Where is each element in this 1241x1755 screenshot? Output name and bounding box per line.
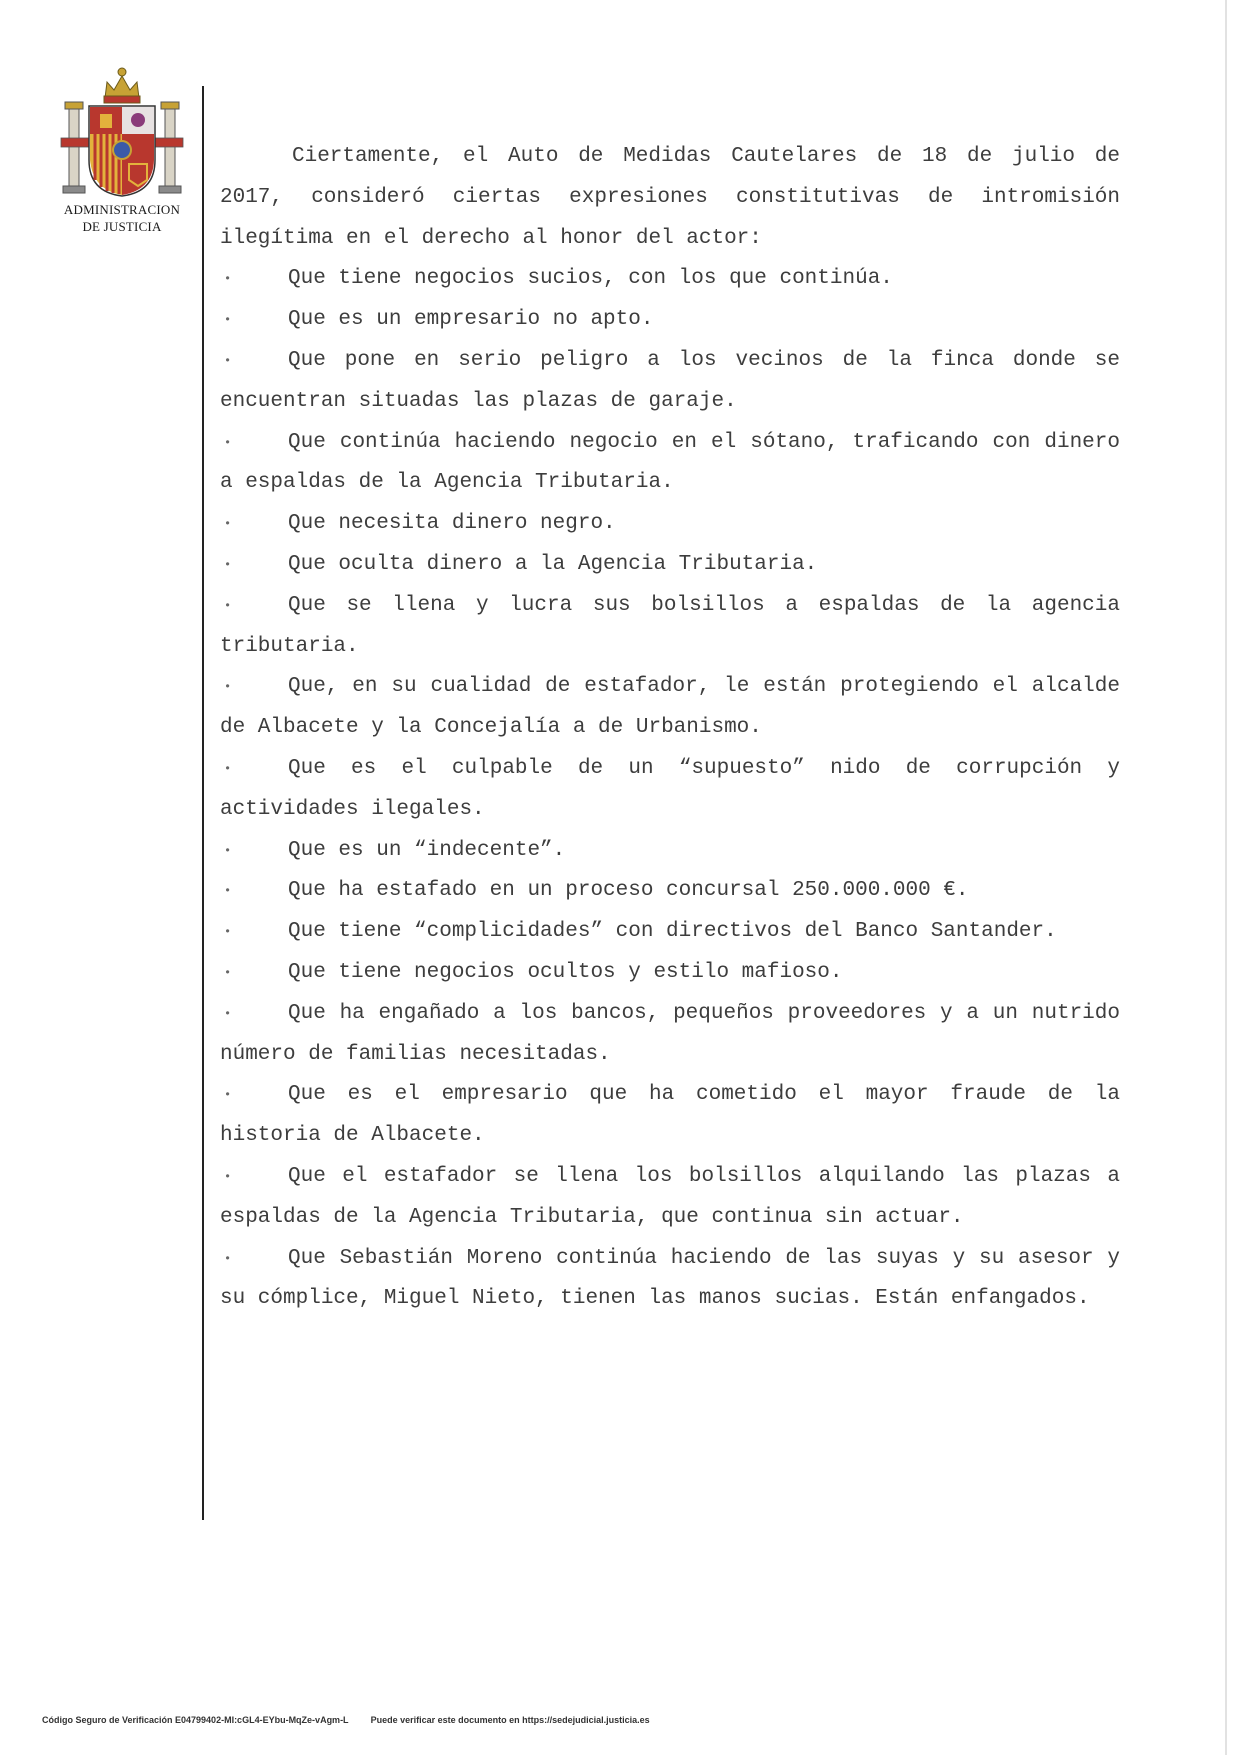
bullet-icon: • bbox=[224, 1088, 232, 1103]
list-item bbox=[220, 1157, 1120, 1239]
list-item-text: Que oculta dinero a la Agencia Tributaria. bbox=[288, 552, 818, 576]
list-item bbox=[220, 667, 1120, 749]
bullet-icon: • bbox=[224, 517, 232, 532]
list-item bbox=[220, 749, 1120, 831]
intro-paragraph: Ciertamente, el Auto de Medidas Cautelares de 18 de julio de 2017, consideró ciertas expresiones constitutivas de intromisión ilegítima en el derecho al honor del actor: bbox=[220, 145, 1120, 250]
list-item bbox=[220, 831, 1120, 872]
bullet-icon: • bbox=[224, 313, 232, 328]
list-item-text: Que ha engañado a los bancos, pequeños proveedores y a un nutrido número de familias necesitadas. bbox=[220, 1001, 1120, 1066]
bullet-icon: • bbox=[224, 884, 232, 899]
bullet-icon: • bbox=[224, 272, 232, 287]
list-item-text: Que pone en serio peligro a los vecinos de la finca donde se encuentran situadas las plazas de garaje. bbox=[220, 348, 1120, 413]
list-item-text: Que ha estafado en un proceso concursal 250.000.000 €. bbox=[288, 879, 969, 903]
expressions-list bbox=[220, 259, 1120, 1320]
bullet-icon: • bbox=[224, 843, 232, 858]
margin-rule bbox=[202, 86, 204, 1520]
bullet-icon: • bbox=[224, 680, 232, 695]
list-item bbox=[220, 300, 1120, 341]
bullet-icon: • bbox=[224, 598, 232, 613]
list-item bbox=[220, 994, 1120, 1076]
list-item bbox=[220, 504, 1120, 545]
list-item bbox=[220, 341, 1120, 423]
list-item-text: Que es un “indecente”. bbox=[288, 838, 566, 862]
list-item-text: Que Sebastián Moreno continúa haciendo de las suyas y su asesor y su cómplice, Miguel Nieto, tienen las manos sucias. Están enfangados. bbox=[220, 1246, 1120, 1311]
verification-code: Código Seguro de Verificación E04799402-MI:cGL4-EYbu-MqZe-vAgm-L bbox=[42, 1715, 349, 1725]
list-item bbox=[220, 586, 1120, 668]
org-name-line1: ADMINISTRACION bbox=[63, 202, 181, 217]
list-item-text: Que se llena y lucra sus bolsillos a espaldas de la agencia tributaria. bbox=[220, 593, 1120, 658]
list-item-text: Que el estafador se llena los bolsillos alquilando las plazas a espaldas de la Agencia Tributaria, que continua sin actuar. bbox=[220, 1164, 1120, 1229]
list-item bbox=[220, 259, 1120, 300]
list-item-text: Que tiene negocios ocultos y estilo mafioso. bbox=[288, 960, 843, 984]
list-item bbox=[220, 1075, 1120, 1157]
bullet-icon: • bbox=[224, 761, 232, 776]
list-item-text: Que tiene negocios sucios, con los que continúa. bbox=[288, 267, 893, 291]
list-item-text: Que, en su cualidad de estafador, le están protegiendo el alcalde de Albacete y la Concejalía a de Urbanismo. bbox=[220, 675, 1120, 740]
list-item-text: Que es un empresario no apto. bbox=[288, 308, 654, 332]
verification-footer bbox=[42, 1715, 650, 1725]
bullet-icon: • bbox=[224, 1006, 232, 1021]
list-item-text: Que continúa haciendo negocio en el sótano, traficando con dinero a espaldas de la Agencia Tributaria. bbox=[220, 430, 1120, 495]
list-item bbox=[220, 871, 1120, 912]
bullet-icon: • bbox=[224, 1251, 232, 1266]
page-edge-line bbox=[1225, 0, 1227, 1755]
bullet-icon: • bbox=[224, 965, 232, 980]
coat-of-arms-logo bbox=[52, 60, 192, 234]
verification-url[interactable]: Puede verificar este documento en https://sedejudicial.justicia.es bbox=[370, 1715, 650, 1725]
list-item bbox=[220, 1239, 1120, 1321]
org-name-line2: DE JUSTICIA bbox=[82, 219, 162, 234]
bullet-icon: • bbox=[224, 557, 232, 572]
bullet-icon: • bbox=[224, 925, 232, 940]
list-item bbox=[220, 953, 1120, 994]
list-item bbox=[220, 545, 1120, 586]
bullet-icon: • bbox=[224, 353, 232, 368]
document-body bbox=[220, 137, 1120, 1320]
list-item bbox=[220, 912, 1120, 953]
bullet-icon: • bbox=[224, 1169, 232, 1184]
bullet-icon: • bbox=[224, 435, 232, 450]
list-item-text: Que es el empresario que ha cometido el mayor fraude de la historia de Albacete. bbox=[220, 1083, 1120, 1148]
coat-of-arms-icon bbox=[59, 60, 185, 200]
list-item-text: Que necesita dinero negro. bbox=[288, 512, 616, 536]
list-item bbox=[220, 423, 1120, 505]
list-item-text: Que tiene “complicidades” con directivos del Banco Santander. bbox=[288, 920, 1057, 944]
list-item-text: Que es el culpable de un “supuesto” nido de corrupción y actividades ilegales. bbox=[220, 756, 1120, 821]
